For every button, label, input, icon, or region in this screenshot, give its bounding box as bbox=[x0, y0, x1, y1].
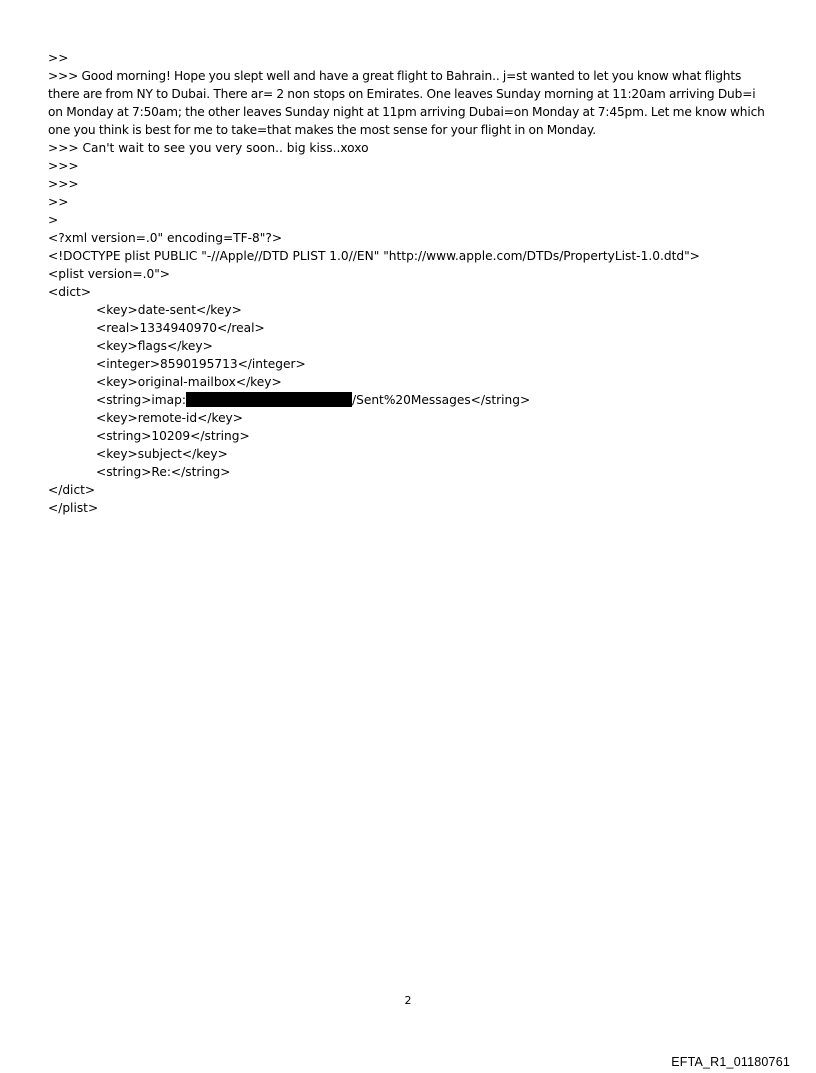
dict-open-tag: <dict> bbox=[48, 285, 92, 299]
message-line: one you think is best for me to take=that makes the most sense for your flight in on Monday. bbox=[48, 123, 596, 137]
message-line: >>> Good morning! Hope you slept well and have a great flight to Bahrain.. j=st wanted to let you know what flights bbox=[48, 69, 742, 83]
doctype-declaration: <!DOCTYPE plist PUBLIC "-//Apple//DTD PLIST 1.0//EN" "http://www.apple.com/DTDs/PropertyList-1.0.dtd"> bbox=[48, 249, 700, 263]
plist-key-date-sent: <key>date-sent</key> bbox=[96, 303, 242, 317]
quote-marker: >>> bbox=[48, 159, 79, 173]
quote-marker: >> bbox=[48, 195, 69, 209]
plist-open-tag: <plist version=.0"> bbox=[48, 267, 171, 281]
plist-close-tag: </plist> bbox=[48, 501, 99, 515]
quote-marker: >> bbox=[48, 51, 69, 65]
mailbox-suffix: /Sent%20Messages</string> bbox=[351, 393, 531, 407]
plist-key-original-mailbox: <key>original-mailbox</key> bbox=[96, 375, 282, 389]
page-number: 2 bbox=[404, 994, 412, 1007]
message-line: there are from NY to Dubai. There ar= 2 non stops on Emirates. One leaves Sunday morning at 11:20am arriving Dub=i bbox=[48, 87, 756, 101]
dict-close-tag: </dict> bbox=[48, 483, 96, 497]
closing-line: >>> Can't wait to see you very soon.. big kiss..xoxo bbox=[48, 141, 369, 155]
bates-number: EFTA_R1_01180761 bbox=[671, 1055, 790, 1069]
plist-key-subject: <key>subject</key> bbox=[96, 447, 228, 461]
redaction-box bbox=[186, 392, 352, 407]
plist-key-remote-id: <key>remote-id</key> bbox=[96, 411, 243, 425]
plist-key-flags: <key>flags</key> bbox=[96, 339, 213, 353]
message-paragraph bbox=[48, 67, 778, 139]
mailbox-prefix: <string>imap: bbox=[96, 393, 186, 407]
plist-value-subject: <string>Re:</string> bbox=[96, 465, 231, 479]
quote-marker: > bbox=[48, 213, 59, 227]
plist-value-original-mailbox bbox=[48, 391, 778, 409]
message-line: on Monday at 7:50am; the other leaves Sunday night at 11pm arriving Dubai=on Monday at 7:45pm. Let me know which bbox=[48, 105, 765, 119]
quote-marker: >>> bbox=[48, 177, 79, 191]
plist-value-date-sent: <real>1334940970</real> bbox=[96, 321, 265, 335]
email-document bbox=[48, 49, 778, 517]
plist-value-remote-id: <string>10209</string> bbox=[96, 429, 250, 443]
plist-value-flags: <integer>8590195713</integer> bbox=[96, 357, 306, 371]
xml-declaration: <?xml version=.0" encoding=TF-8"?> bbox=[48, 231, 283, 245]
